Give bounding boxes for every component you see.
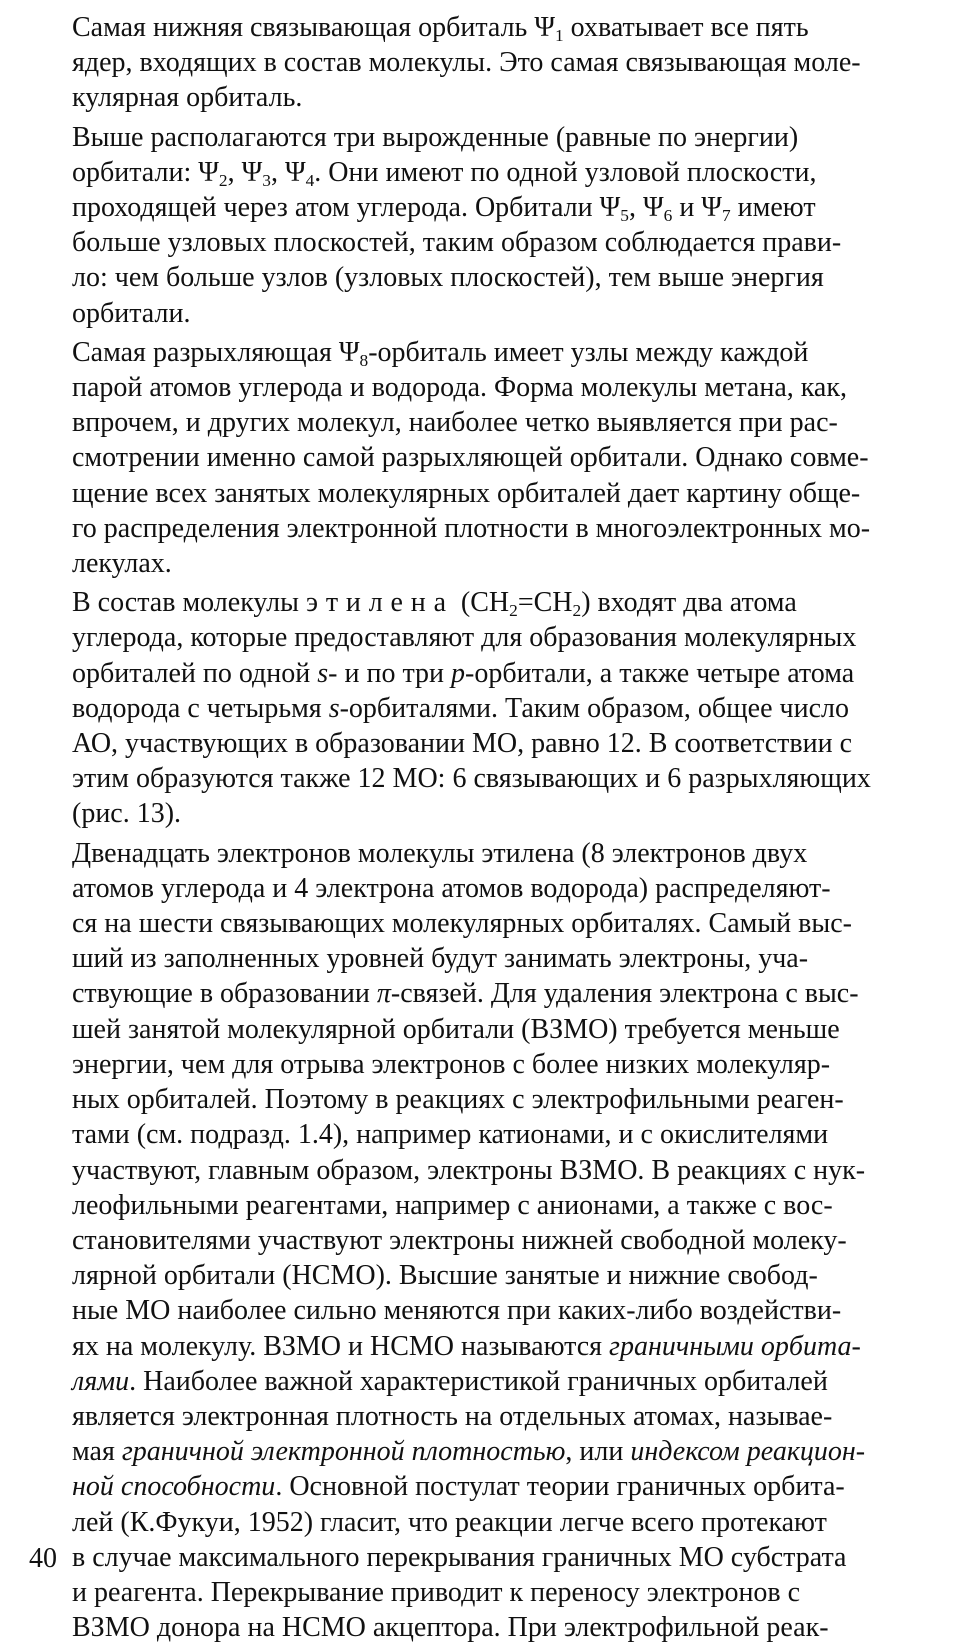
page-body [28,10,950,1649]
text-line: ствующие в образовании π-связей. Для удаления электрона с выс- [72,978,859,1010]
paragraph-5 [28,836,950,1646]
text-line: является электронная плотность на отдельных атомах, называе- [72,1400,833,1432]
text-line: впрочем, и других молекул, наиболее четко выявляется при рас- [72,407,838,439]
text-line: больше узловых плоскостей, таким образом соблюдается прави- [72,227,842,259]
text-line: ядер, входящих в состав молекулы. Это самая связывающая моле- [72,47,861,79]
text-line: го распределения электронной плотности в многоэлектронных мо- [72,512,871,544]
text-line: леофильными реагентами, например с анионами, а также с вос- [72,1189,833,1221]
text-line: ной способности. Основной постулат теории граничных орбита- [72,1471,845,1503]
text-line: водорода с четырьмя s-орбиталями. Таким образом, общее число [72,692,849,724]
text-line: шей занятой молекулярной орбитали (ВЗМО) требуется меньше [72,1013,840,1045]
text-line: лярной орбитали (НСМО). Высшие занятые и нижние свобод- [72,1260,818,1292]
text-line: (рис. 13). [72,798,182,830]
text-line: ло: чем больше узлов (узловых плоскостей), тем выше энергия [72,262,824,294]
text-line: парой атомов углерода и водорода. Форма молекулы метана, как, [72,372,847,404]
text-line: смотрении именно самой разрыхляющей орбитали. Однако совме- [72,442,869,474]
paragraph-2 [28,120,950,331]
page-number: 40 [29,1543,57,1574]
text-line: ший из заполненных уровней будут занимать электроны, уча- [72,943,809,975]
paragraph-3 [28,335,950,581]
text-line: Двенадцать электронов молекулы этилена (8 электронов двух [72,837,808,869]
text-line: орбитали: $\Psi_2$, $\Psi_3$, $\Psi_4$. Они имеют по одной узловой плоскости, [72,156,817,191]
text-line: и реагента. Перекрывание приводит к переносу электронов с [72,1576,801,1608]
text-line: участвуют, главным образом, электроны ВЗМО. В реакциях с нук- [72,1154,866,1186]
text-line: Самая нижняя связывающая орбиталь $\Psi_1$ охватывает все пять [72,12,809,46]
text-line: В состав молекулы этилена $(CH_2=CH_2)$ входят два атома [72,587,797,621]
text-line: мая граничной электронной плотностью, или индексом реакцион- [72,1436,866,1468]
text-line: Самая разрыхляющая $\Psi_8$-орбиталь имеет узлы между каждой [72,336,809,371]
text-line: кулярная орбиталь. [72,82,303,114]
text-line: АО, участвующих в образовании МО, равно 12. В соответствии с [72,728,853,760]
paragraph-4 [28,585,950,831]
text-line: атомов углерода и 4 электрона атомов водорода) распределяют- [72,872,831,904]
text-line: ях на молекулу. ВЗМО и НСМО называются граничными орбита- [72,1330,861,1362]
paragraph-1 [28,10,950,116]
text-line: лекулах. [72,548,172,580]
text-line: ВЗМО донора на НСМО акцептора. При электрофильной реак- [72,1612,829,1644]
text-line: лями. Наиболее важной характеристикой граничных орбиталей [72,1365,828,1397]
text-line: проходящей через атом углерода. Орбитали $\Psi_5$, $\Psi_6$ и $\Psi_7$ имеют [72,192,816,226]
text-line: Выше располагаются три вырожденные (равные по энергии) [72,121,799,153]
text-line: орбиталей по одной s- и по три p-орбитали, а также четыре атома [72,657,855,689]
text-line: энергии, чем для отрыва электронов с более низких молекуляр- [72,1048,831,1080]
text-line: ные МО наиболее сильно меняются при каких-либо воздействи- [72,1295,842,1327]
text-line: лей (К.Фукуи, 1952) гласит, что реакции легче всего протекают [72,1506,827,1538]
text-line: щение всех занятых молекулярных орбиталей дает картину обще- [72,477,861,509]
text-line: в случае максимального перекрывания граничных МО субстрата [72,1541,847,1573]
text-line: этим образуются также 12 МО: 6 связывающих и 6 разрыхляющих [72,763,871,795]
text-line: ных орбиталей. Поэтому в реакциях с электрофильными реаген- [72,1084,844,1116]
text-line: становителями участвуют электроны нижней свободной молеку- [72,1224,847,1256]
text-line: орбитали. [72,297,191,329]
text-line: ся на шести связывающих молекулярных орбиталях. Самый выс- [72,908,852,940]
text-line: углерода, которые предоставляют для образования молекулярных [72,622,857,654]
text-line: тами (см. подразд. 1.4), например катионами, и с окислителями [72,1119,829,1151]
